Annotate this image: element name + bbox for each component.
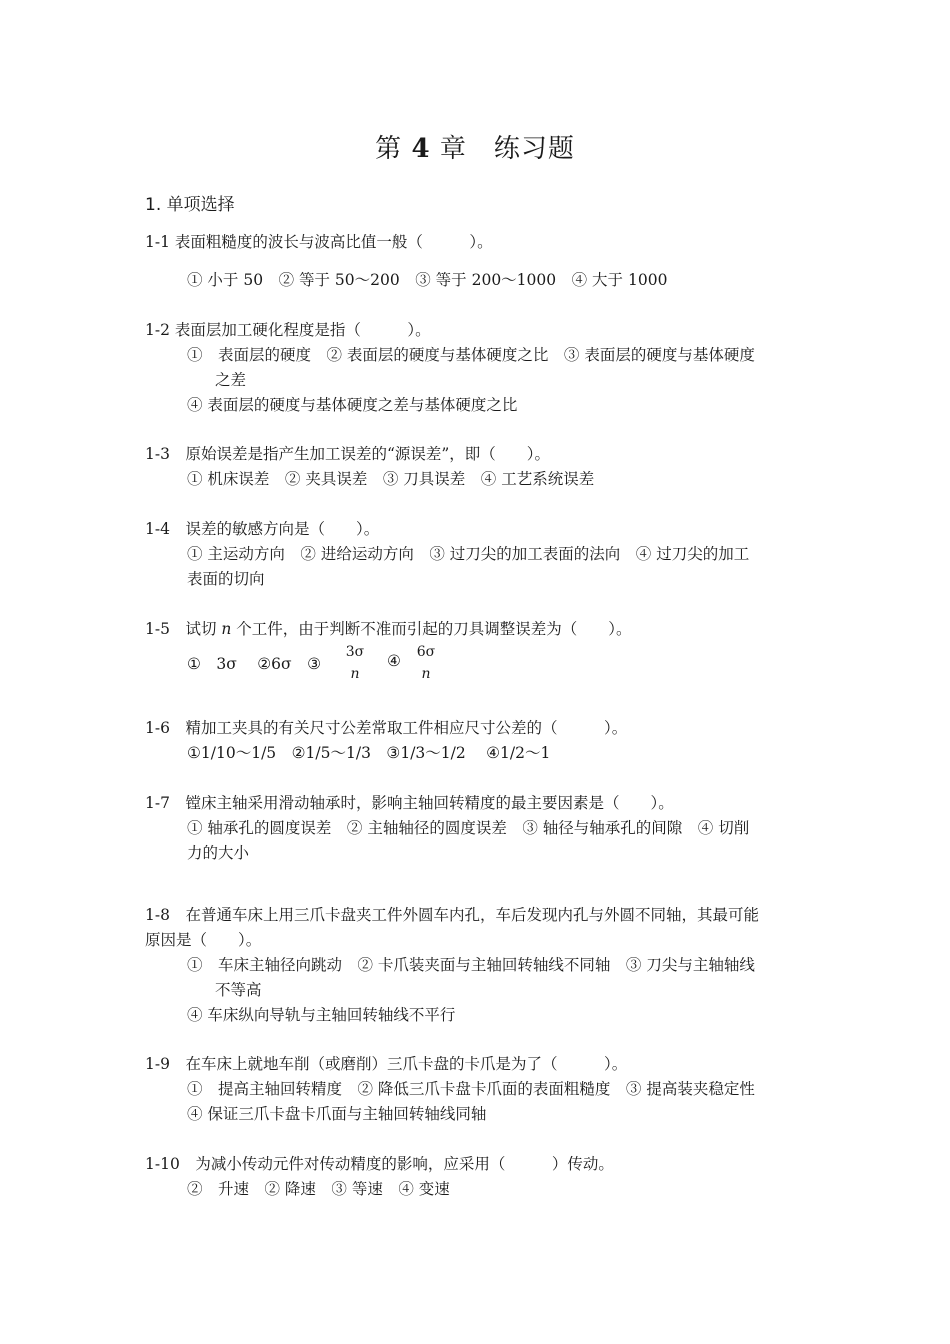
question-stem: 1-10 为减小传动元件对传动精度的影响，应采用（ ）传动。 xyxy=(145,1155,614,1173)
question-options: ④ 表面层的硬度与基体硬度之差与基体硬度之比 xyxy=(187,396,518,414)
question-options: ② 升速 ② 降速 ③ 等速 ④ 变速 xyxy=(187,1180,450,1198)
question-options: ① 3σ ②6σ ③ xyxy=(187,655,321,673)
question-options: 不等高 xyxy=(215,981,262,999)
question-options: ① 车床主轴径向跳动 ② 卡爪装夹面与主轴回转轴线不同轴 ③ 刀尖与主轴轴线 xyxy=(187,956,755,974)
question-options: ① 机床误差 ② 夹具误差 ③ 刀具误差 ④ 工艺系统误差 xyxy=(187,470,595,488)
question-options: ④ 车床纵向导轨与主轴回转轴线不平行 xyxy=(187,1006,456,1024)
question-stem-continued: 原因是（ ）。 xyxy=(145,931,262,949)
question-options: 力的大小 xyxy=(187,844,250,862)
page-title: 第 4 章 练习题 xyxy=(375,134,575,164)
question-options: 之差 xyxy=(215,371,247,389)
question-stem: 1-3 原始误差是指产生加工误差的“源误差”，即（ ）。 xyxy=(145,445,551,463)
fraction-3sigma-over-n: 3σ n xyxy=(345,644,365,682)
question-stem: 1-9 在车床上就地车削（或磨削）三爪卡盘的卡爪是为了（ ）。 xyxy=(145,1055,628,1073)
question-stem: 1-8 在普通车床上用三爪卡盘夹工件外圆车内孔，车后发现内孔与外圆不同轴，其最可能 xyxy=(145,906,759,924)
question-options: ④ xyxy=(387,652,401,670)
question-stem: 1-7 镗床主轴采用滑动轴承时，影响主轴回转精度的最主要因素是（ ）。 xyxy=(145,794,674,812)
question-options: ① 表面层的硬度 ② 表面层的硬度与基体硬度之比 ③ 表面层的硬度与基体硬度 xyxy=(187,346,755,364)
question-stem: 1-4 误差的敏感方向是（ ）。 xyxy=(145,520,380,538)
question-stem: 1-2 表面层加工硬化程度是指（ ）。 xyxy=(145,321,431,339)
question-stem: 1-1 表面粗糙度的波长与波高比值一般（ ）。 xyxy=(145,233,493,251)
question-stem: 1-6 精加工夹具的有关尺寸公差常取工件相应尺寸公差的（ ）。 xyxy=(145,719,628,737)
fraction-6sigma-over-n: 6σ n xyxy=(416,644,436,682)
question-options: ① 小于 50 ② 等于 50～200 ③ 等于 200～1000 ④ 大于 1000 xyxy=(187,271,668,289)
question-options: ① 提高主轴回转精度 ② 降低三爪卡盘卡爪面的表面粗糙度 ③ 提高装夹稳定性 xyxy=(187,1080,755,1098)
question-options: ①1/10～1/5 ②1/5～1/3 ③1/3～1/2 ④1/2～1 xyxy=(187,744,551,762)
question-stem: 1-5 试切 n 个工件，由于判断不准而引起的刀具调整误差为（ ）。 xyxy=(145,620,632,638)
section-heading: 1. 单项选择 xyxy=(145,195,235,215)
question-options: 表面的切向 xyxy=(187,570,265,588)
question-options: ① 主运动方向 ② 进给运动方向 ③ 过刀尖的加工表面的法向 ④ 过刀尖的加工 xyxy=(187,545,750,563)
question-options: ④ 保证三爪卡盘卡爪面与主轴回转轴线同轴 xyxy=(187,1105,487,1123)
question-options: ① 轴承孔的圆度误差 ② 主轴轴径的圆度误差 ③ 轴径与轴承孔的间隙 ④ 切削 xyxy=(187,819,750,837)
